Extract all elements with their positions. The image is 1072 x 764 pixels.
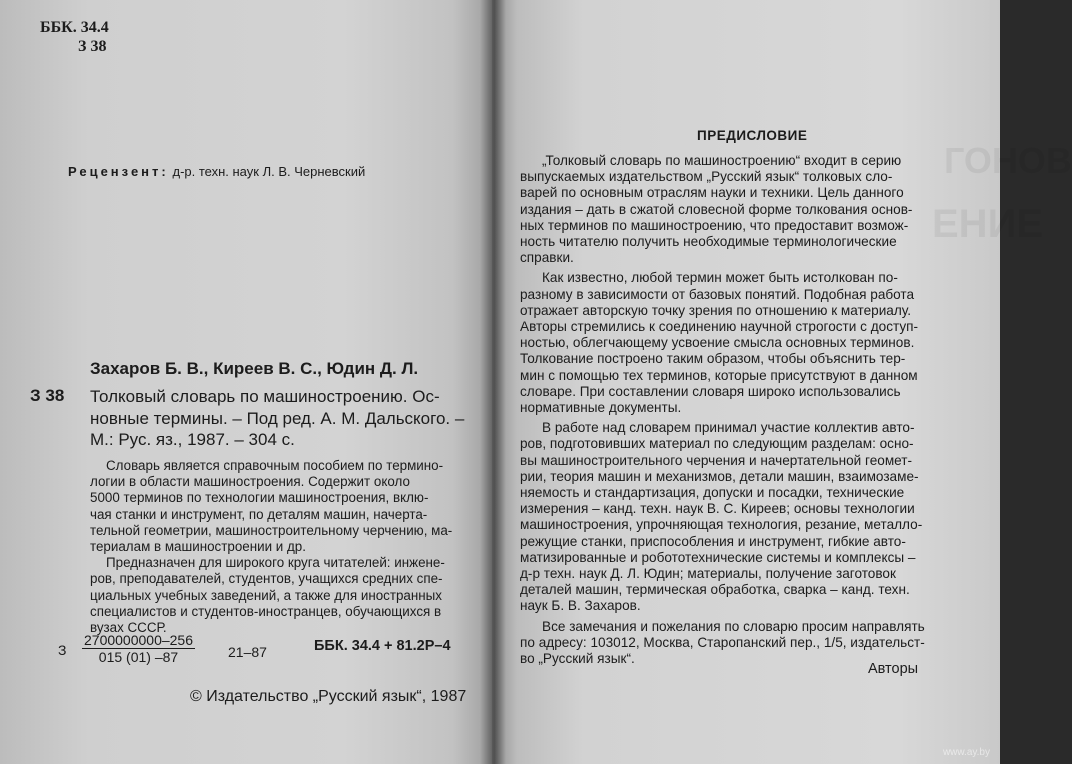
bbk-index-bottom: ББК. 34.4 + 81.2Р–4: [314, 638, 451, 654]
preface-line: во „Русский язык“.: [520, 651, 635, 667]
right-page: [492, 0, 1072, 764]
preface-line: по адресу: 103012, Москва, Старопанский пер., 1/5, издательст-: [520, 634, 925, 650]
index-fraction: [82, 632, 195, 665]
preface-line: варей по основным отраслям науки и техники. Цель данного: [520, 185, 904, 201]
annotation-line: 5000 терминов по технологии машиностроения, вклю-: [90, 490, 429, 506]
annotation-line: специалистов и студентов-иностранцев, обучающихся в: [90, 603, 442, 619]
title-line: М.: Рус. яз., 1987. – 304 с.: [90, 430, 295, 449]
preface-line: Авторы стремились к соединению научной строгости с доступ-: [520, 319, 919, 335]
show-through-text: ГОНОВ: [944, 140, 1072, 181]
preface-line: Все замечания и пожелания по словарю просим направлять: [542, 618, 925, 634]
title-line: новные термины. – Под ред. А. М. Дальского. –: [90, 408, 465, 428]
annotation: [90, 458, 462, 636]
authors-line: [90, 359, 418, 379]
book-gutter-shadow: [480, 0, 506, 764]
annotation-line: тельной геометрии, машиностроительному черчению, ма-: [90, 522, 453, 538]
preface-line: мин с помощью тех терминов, которые присутствуют в данном: [520, 367, 918, 383]
preface-line: вы машиностроительного черчения и начертательной геомет-: [520, 452, 913, 468]
authors-secondary: Юдин Д. Л.: [326, 359, 419, 378]
reviewer-line: [68, 164, 365, 181]
authors-primary: Захаров Б. В., Киреев В. С.,: [90, 359, 322, 378]
preface-line: словаре. При составлении словаря широко использовались: [520, 383, 901, 399]
preface-line: режущие станки, приспособления и инструмент, гибкие авто-: [520, 533, 906, 549]
annotation-line: Предназначен для широкого круга читателей: инжене-: [106, 555, 445, 571]
preface-line: Как известно, любой термин может быть истолкован по-: [542, 270, 898, 286]
preface-line: справки.: [520, 250, 574, 266]
copyright-line: © Издательство „Русский язык“, 1987: [190, 688, 467, 705]
index-letter: З: [58, 642, 67, 658]
annotation-line: Словарь является справочным пособием по термино-: [106, 458, 444, 473]
title-line: Толковый словарь по машиностроению. Ос-: [90, 387, 440, 406]
preface-line: выпускаемых издательством „Русский язык“ толковых сло-: [520, 169, 893, 185]
site-watermark: www.ay.by: [942, 747, 990, 758]
bbk-index-top: [40, 18, 109, 56]
annotation-line: циальных учебных заведений, а также для иностранных: [90, 587, 442, 603]
preface-line: д-р техн. наук Д. Л. Юдин; материалы, получение заготовок: [520, 566, 896, 582]
preface-line: ров, подготовивших материал по следующим разделам: осно-: [520, 436, 914, 452]
preface-line: ность читателю получить необходимые терминологические: [520, 234, 897, 250]
preface-line: ных терминов по машиностроению, что предоставит возмож-: [520, 217, 909, 233]
preface-title: ПРЕДИСЛОВИЕ: [697, 128, 808, 143]
preface-line: нормативные документы.: [520, 400, 682, 416]
preface-line: „Толковый словарь по машиностроению“ входит в серию: [542, 153, 902, 168]
preface-line: разному в зависимости от базовых понятий. Подобная работа: [520, 286, 915, 302]
preface-line: рии, теория машин и механизмов, детали машин, взаимозаме-: [520, 468, 919, 484]
bibliographic-title: [90, 386, 470, 451]
index-denominator: 015 (01) –87: [98, 649, 179, 665]
preface-line: В работе над словарем принимал участие коллектив авто-: [542, 420, 915, 436]
left-page: [0, 0, 492, 764]
preface-line: ностью, облегчающему усвоение смысла основных терминов.: [520, 335, 915, 351]
preface-line: няемость и стандартизация, допуски и посадки, технические: [520, 485, 905, 501]
preface-line: наук Б. В. Захаров.: [520, 598, 641, 614]
preface-line: машиностроения, упрочняющая технология, резание, металло-: [520, 517, 923, 533]
index-numerator: 2700000000–256: [84, 632, 194, 648]
preface-line: издания – дать в сжатой словесной форме толкования основ-: [520, 201, 913, 217]
author-sign-code: З 38: [78, 38, 107, 55]
preface-signature: Авторы: [868, 661, 919, 677]
preface-line: деталей машин, термическая обработка, сварка – канд. техн.: [520, 582, 910, 598]
annotation-line: чая станки и инструмент, по деталям машин, начерта-: [90, 506, 428, 522]
index-tail: 21–87: [228, 644, 267, 660]
preface-line: измерения – канд. техн. наук В. С. Киреев; основы технологии: [520, 501, 915, 517]
show-through-text: ЕНИЕ: [932, 202, 1043, 246]
reviewer-name: д-р. техн. наук Л. В. Черневский: [172, 164, 366, 179]
annotation-line: ров, преподавателей, студентов, учащихся средних спе-: [90, 571, 443, 587]
preface-body: [520, 153, 975, 667]
bbk-code: ББК. 34.4: [40, 19, 109, 36]
reviewer-label: Рецензент:: [68, 164, 169, 179]
preface-line: отражает авторскую точку зрения по отношению к материалу.: [520, 302, 912, 318]
catalog-code: З 38: [30, 386, 65, 405]
preface-line: Толкование построено таким образом, чтобы объяснить тер-: [520, 351, 906, 367]
preface-line: матизированные и робототехнические системы и комплексы –: [520, 549, 916, 565]
annotation-line: логии в области машиностроения. Содержит около: [90, 474, 410, 490]
annotation-line: териалам в машиностроении и др.: [90, 539, 306, 555]
annotation-line: вузах СССР.: [90, 620, 167, 636]
